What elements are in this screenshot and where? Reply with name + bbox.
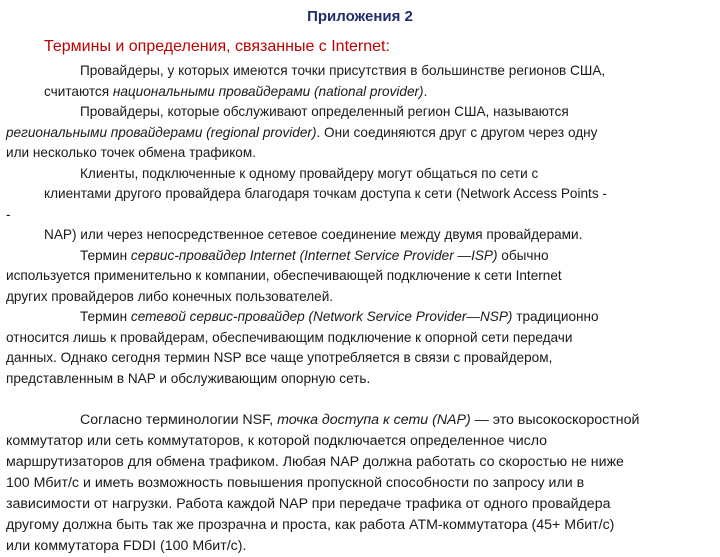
term-nap: точка доступа к сети (NAP) <box>277 412 471 428</box>
term-nsp: сетевой сервис-провайдер (Network Service Provider—NSP) <box>130 309 513 324</box>
terms-paragraph-block <box>6 61 714 389</box>
text-line: NAP) или через непосредственное сетевое соединение между двумя провайдерами. <box>44 227 583 242</box>
section-heading: Термины и определения, связанные с Internet: <box>44 38 390 55</box>
slide-title: Приложения 2 <box>307 8 413 25</box>
nap-paragraph-block <box>6 410 714 557</box>
text-line: зависимости от нагрузки. Работа каждой NAP при передаче трафика от одного провайдера <box>6 496 611 512</box>
text-line <box>6 123 714 144</box>
text-line <box>6 82 714 103</box>
text-run: Согласно терминологии NSF, <box>80 412 278 428</box>
text-line: 100 Мбит/с и иметь возможность повышения пропускной способности по запросу или в <box>6 475 585 491</box>
text-run: — это высокоскоростной <box>470 412 640 428</box>
text-run: обычно <box>497 247 549 263</box>
text-line <box>6 410 714 431</box>
text-line <box>6 246 714 267</box>
text-line: или несколько точек обмена трафиком. <box>6 145 256 160</box>
text-line: данных. Однако сегодня термин NSP все чаще употребляется в связи с провайдером, <box>6 350 553 365</box>
text-line <box>6 307 714 328</box>
term-regional-provider: региональными провайдерами (regional provider) <box>6 124 317 140</box>
term-national-provider: национальными провайдерами (national provider) <box>112 83 424 99</box>
text-run: Термин <box>80 247 131 263</box>
text-line: или коммутатора FDDI (100 Мбит/с). <box>6 538 247 554</box>
text-line: используется применительно к компании, обеспечивающей подключение к сети Internet <box>6 268 562 283</box>
text-line: относится лишь к провайдерам, обеспечивающим подключение к опорной сети передачи <box>6 329 573 345</box>
text-line: других провайдеров либо конечных пользователей. <box>6 288 334 304</box>
text-line: представленным в NAP и обслуживающим опорную сеть. <box>6 370 371 386</box>
text-line: Провайдеры, которые обслуживают определенный регион США, называются <box>80 104 569 119</box>
text-line: другому должна быть так же прозрачна и проста, как работа ATM-коммутатора (45+ Мбит/с) <box>6 517 615 533</box>
text-line: - <box>6 206 11 222</box>
text-run: . <box>423 83 428 99</box>
term-isp: сервис-провайдер Internet (Internet Service Provider —ISP) <box>130 247 498 263</box>
text-run: . Они соединяются друг с другом через одну <box>316 124 598 140</box>
text-run: считаются <box>44 83 113 99</box>
text-run: Термин <box>80 309 131 324</box>
text-line: Клиенты, подключенные к одному провайдеру могут общаться по сети с <box>80 165 539 181</box>
text-line: Провайдеры, у которых имеются точки присутствия в большинстве регионов США, <box>80 63 606 78</box>
text-line: маршрутизаторов для обмена трафиком. Любая NAP должна работать со скоростью не ниже <box>6 454 624 470</box>
text-line: клиентами другого провайдера благодаря точкам доступа к сети (Network Access Points - <box>44 186 607 201</box>
text-run: традиционно <box>512 309 599 324</box>
text-line: коммутатор или сеть коммутаторов, к которой подключается определенное число <box>6 433 548 449</box>
